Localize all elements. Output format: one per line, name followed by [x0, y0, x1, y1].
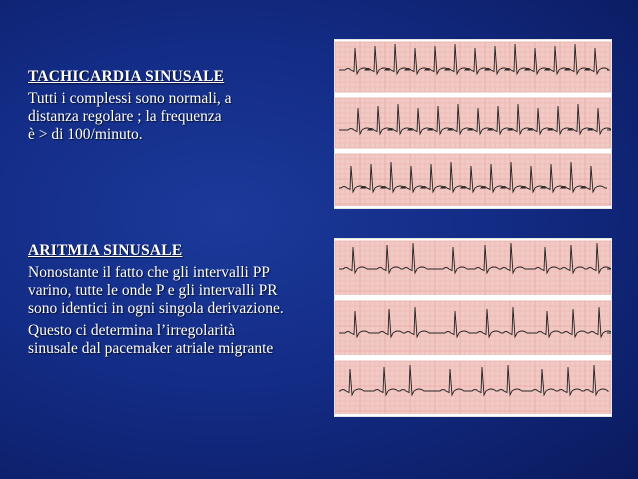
text-line: varino, tutte le onde P e gli intervalli PR	[28, 282, 278, 299]
text-line: Questo ci determina l’irregolarità	[28, 322, 236, 339]
paragraph-aritmia-2	[28, 322, 284, 358]
text-line: distanza regolare ; la frequenza	[28, 108, 222, 125]
section-aritmia	[28, 242, 284, 362]
ecg-image-tachycardia	[334, 39, 612, 209]
ecg-image-arrhythmia	[334, 238, 612, 417]
ecg-strip	[335, 361, 611, 414]
ecg-strip	[335, 98, 611, 148]
paragraph-tachicardia	[28, 90, 232, 144]
ecg-strip	[335, 301, 611, 355]
text-line: Tutti i complessi sono normali, a	[28, 90, 232, 107]
text-line: Nonostante il fatto che gli intervalli PP	[28, 264, 270, 281]
ecg-strip	[335, 42, 611, 92]
text-line: sono identici in ogni singola derivazione.	[28, 300, 284, 317]
text-line: è > di 100/minuto.	[28, 126, 143, 143]
ecg-strip	[335, 241, 611, 295]
ecg-strip-image-tachycardia	[335, 40, 611, 208]
section-tachicardia	[28, 68, 232, 148]
section-title-aritmia: ARITMIA SINUSALE	[28, 242, 183, 259]
section-title-tachicardia: TACHICARDIA SINUSALE	[28, 68, 225, 85]
ecg-strip-image-arrhythmia	[335, 239, 611, 416]
paragraph-aritmia-1	[28, 264, 284, 318]
text-line: sinusale dal pacemaker atriale migrante	[28, 340, 274, 357]
ecg-strip	[335, 154, 611, 206]
